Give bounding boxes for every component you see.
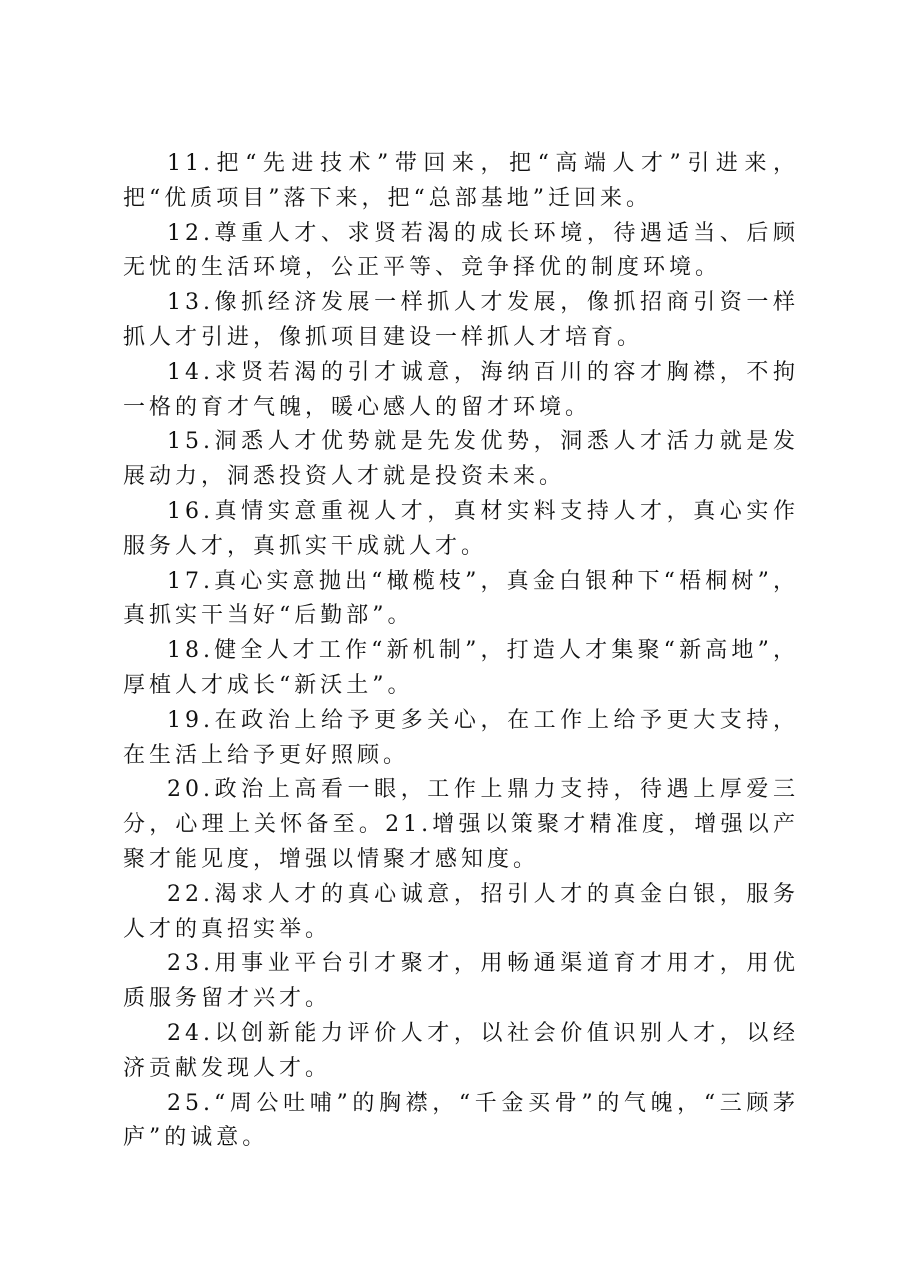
paragraph-20-21: 20.政治上高看一眼，工作上鼎力支持，待遇上厚爱三分，心理上关怀备至。21.增强以策聚才精准度，增强以产聚才能见度，增强以情聚才感知度。 — [123, 777, 799, 872]
paragraph-24: 24.以创新能力评价人才，以社会价值识别人才，以经济贡献发现人才。 — [123, 1020, 799, 1081]
paragraph-25: 25.“周公吐哺”的胸襟，“千金买骨”的气魄，“三顾茅庐”的诚意。 — [123, 1090, 799, 1151]
paragraph-18: 18.健全人才工作“新机制”，打造人才集聚“新高地”，厚植人才成长“新沃土”。 — [123, 638, 799, 698]
paragraph-16: 16.真情实意重视人才，真材实料支持人才，真心实作服务人才，真抓实干成就人才。 — [123, 498, 799, 559]
paragraph-17: 17.真心实意抛出“橄榄枝”，真金白银种下“梧桐树”，真抓实干当好“后勤部”。 — [123, 568, 799, 629]
document-body — [123, 147, 799, 1156]
paragraph-23: 23.用事业平台引才聚才，用畅通渠道育才用才，用优质服务留才兴才。 — [123, 951, 799, 1012]
paragraph-15: 15.洞悉人才优势就是先发优势，洞悉人才活力就是发展动力，洞悉投资人才就是投资未来。 — [123, 429, 799, 490]
paragraph-19: 19.在政治上给予更多关心，在工作上给予更大支持，在生活上给予更好照顾。 — [123, 707, 799, 768]
paragraph-11: 11.把“先进技术”带回来，把“高端人才”引进来，把“优质项目”落下来，把“总部基地”迁回来。 — [123, 151, 799, 211]
paragraph-12: 12.尊重人才、求贤若渴的成长环境，待遇适当、后顾无忧的生活环境，公正平等、竞争择优的制度环境。 — [123, 220, 799, 281]
paragraph-22: 22.渴求人才的真心诚意，招引人才的真金白银，服务人才的真招实举。 — [123, 881, 799, 942]
paragraph-13: 13.像抓经济发展一样抓人才发展，像抓招商引资一样抓人才引进，像抓项目建设一样抓人才培育。 — [123, 290, 799, 350]
paragraph-14: 14.求贤若渴的引才诚意，海纳百川的容才胸襟，不拘一格的育才气魄，暖心感人的留才环境。 — [123, 359, 799, 420]
